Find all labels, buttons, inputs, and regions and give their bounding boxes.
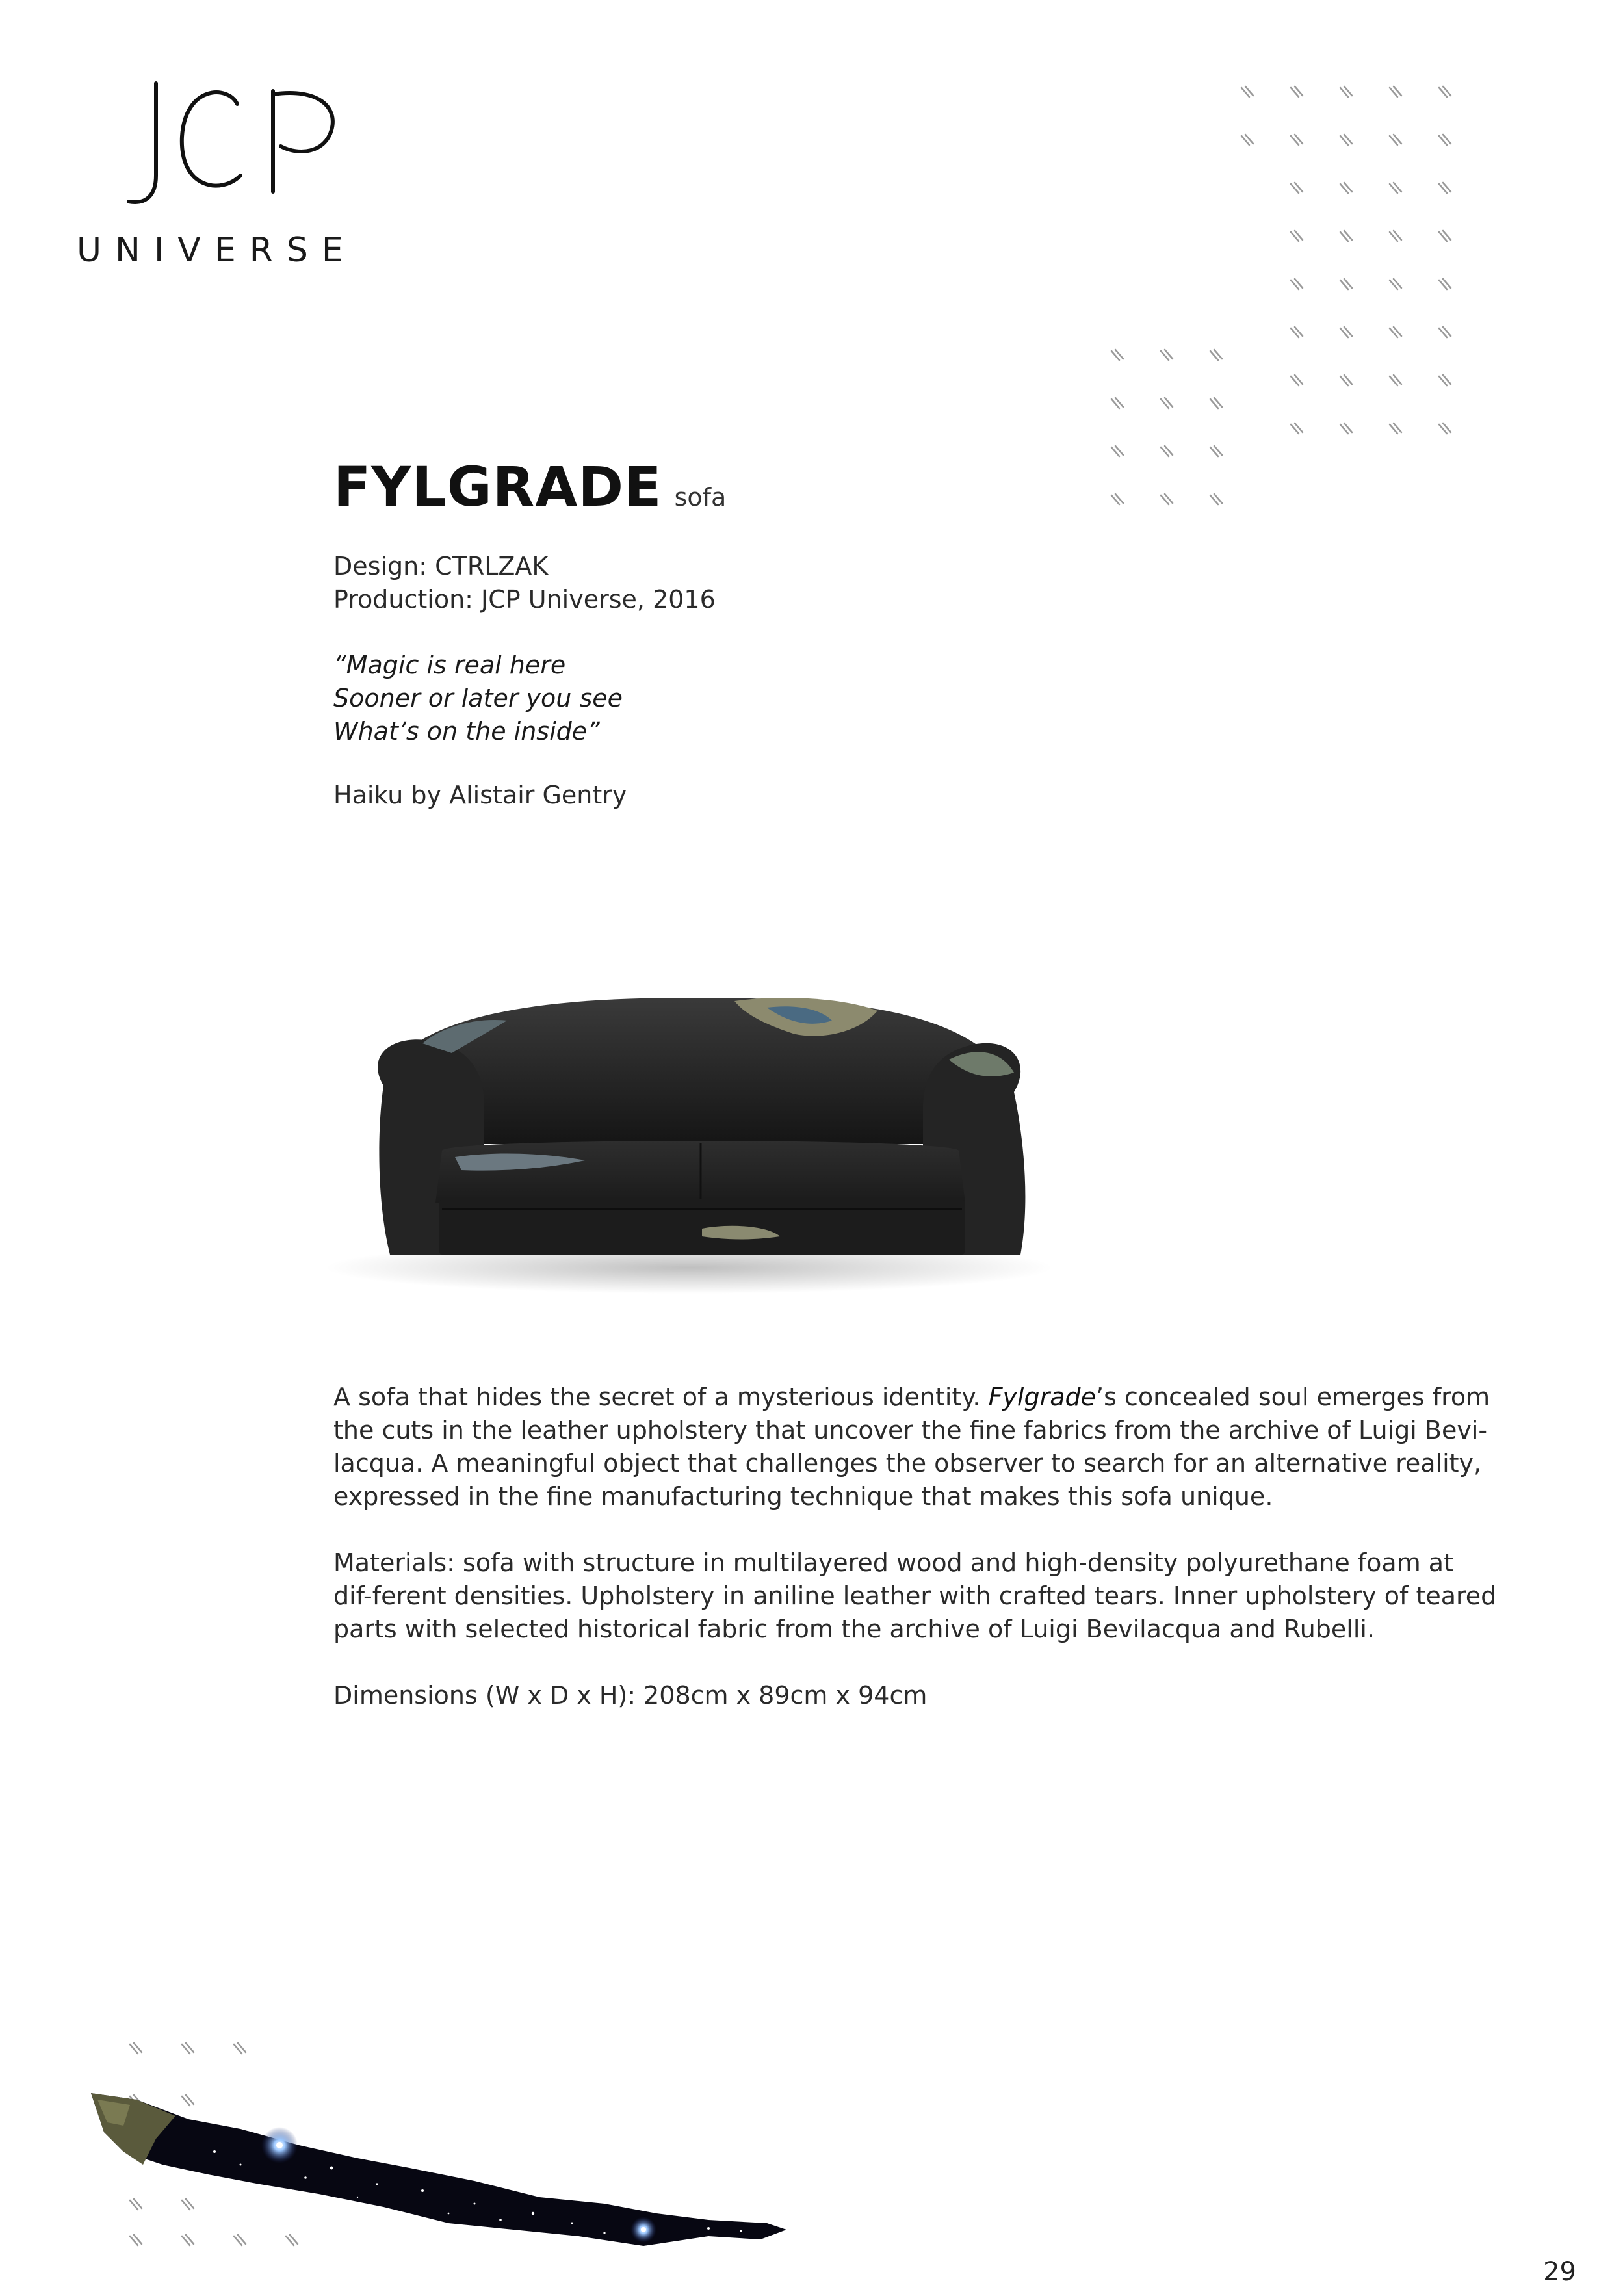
slash-mark: [1291, 327, 1303, 337]
slash-mark: [1390, 231, 1401, 241]
slash-mark: [1439, 375, 1451, 385]
slash-mark: [1161, 398, 1173, 408]
slash-mark: [1340, 231, 1352, 241]
slash-mark: [1291, 135, 1303, 145]
slash-pattern-top-right: [1235, 81, 1514, 458]
product-title-row: [333, 455, 726, 519]
sofa-image: [325, 982, 1098, 1300]
slash-mark: [1340, 135, 1352, 145]
brand-name: UNIVERSE: [77, 231, 357, 270]
slash-mark: [1291, 279, 1303, 289]
jcp-logo-mark: [110, 78, 357, 215]
description-paragraph: [333, 1381, 1497, 1513]
slash-mark: [1439, 279, 1451, 289]
product-name: FYLGRADE: [333, 455, 662, 519]
slash-mark: [1210, 350, 1222, 360]
slash-mark: [1210, 398, 1222, 408]
brand-logo: [71, 78, 357, 273]
slash-mark: [1390, 423, 1401, 434]
slash-mark: [1291, 231, 1303, 241]
product-meta: [333, 550, 716, 616]
slash-mark: [1111, 350, 1123, 360]
page-number: 29: [1543, 2257, 1576, 2287]
slash-mark: [1340, 86, 1352, 97]
slash-mark: [1111, 446, 1123, 456]
slash-pattern-mid-right: [1105, 345, 1267, 540]
product-type: sofa: [674, 483, 727, 512]
slash-mark: [1439, 135, 1451, 145]
haiku-line: What’s on the inside”: [333, 717, 600, 746]
slash-mark: [1439, 183, 1451, 193]
slash-mark: [1291, 86, 1303, 97]
haiku-credit: Haiku by Alistair Gentry: [333, 781, 627, 809]
slash-mark: [1161, 350, 1173, 360]
product-description: [333, 1381, 1497, 1745]
slash-mark: [1439, 86, 1451, 97]
description-text-end: ’s concealed soul emerges from the cuts in the leather upholstery that uncover the fine fabrics from the archive of Luigi Bevi-lacqua. A meaningful object that challenges the observer to search for an alternative reality, expressed in the fine manufacturing technique that makes this sofa unique.: [333, 1383, 1490, 1511]
slash-mark: [1390, 279, 1401, 289]
haiku: [333, 649, 623, 748]
slash-mark: [1161, 446, 1173, 456]
slash-mark: [1439, 327, 1451, 337]
haiku-line: “Magic is real here: [333, 651, 566, 679]
starfield-strip-image: [84, 2035, 806, 2256]
slash-mark: [1340, 327, 1352, 337]
slash-mark: [1210, 446, 1222, 456]
production-credit: Production: JCP Universe, 2016: [333, 585, 716, 614]
product-name-emphasis: Fylgrade: [988, 1383, 1096, 1411]
slash-mark: [1390, 135, 1401, 145]
slash-mark: [1390, 375, 1401, 385]
slash-mark: [1439, 423, 1451, 434]
slash-mark: [1210, 494, 1222, 504]
materials-paragraph: Materials: sofa with structure in multilayered wood and high-density polyurethane foam at dif-ferent densities. Upholstery in aniline leather with crafted tears. Inner upholstery of teared parts with selected historical fabric from the archive of Luigi Bevilacqua and Rubelli.: [333, 1548, 1497, 1643]
slash-mark: [1340, 375, 1352, 385]
slash-mark: [1390, 183, 1401, 193]
slash-mark: [1291, 183, 1303, 193]
slash-mark: [1340, 279, 1352, 289]
slash-mark: [1161, 494, 1173, 504]
slash-mark: [1111, 398, 1123, 408]
slash-mark: [1291, 423, 1303, 434]
slash-mark: [1111, 494, 1123, 504]
slash-mark: [1241, 135, 1253, 145]
slash-mark: [1390, 327, 1401, 337]
dimensions-line: Dimensions (W x D x H): 208cm x 89cm x 94cm: [333, 1681, 928, 1710]
slash-mark: [1241, 86, 1253, 97]
design-credit: Design: CTRLZAK: [333, 552, 549, 581]
slash-mark: [1390, 86, 1401, 97]
description-text-start: A sofa that hides the secret of a mysterious identity.: [333, 1383, 989, 1411]
slash-mark: [1340, 183, 1352, 193]
slash-mark: [1340, 423, 1352, 434]
slash-mark: [1439, 231, 1451, 241]
slash-mark: [1291, 375, 1303, 385]
haiku-line: Sooner or later you see: [333, 684, 623, 712]
